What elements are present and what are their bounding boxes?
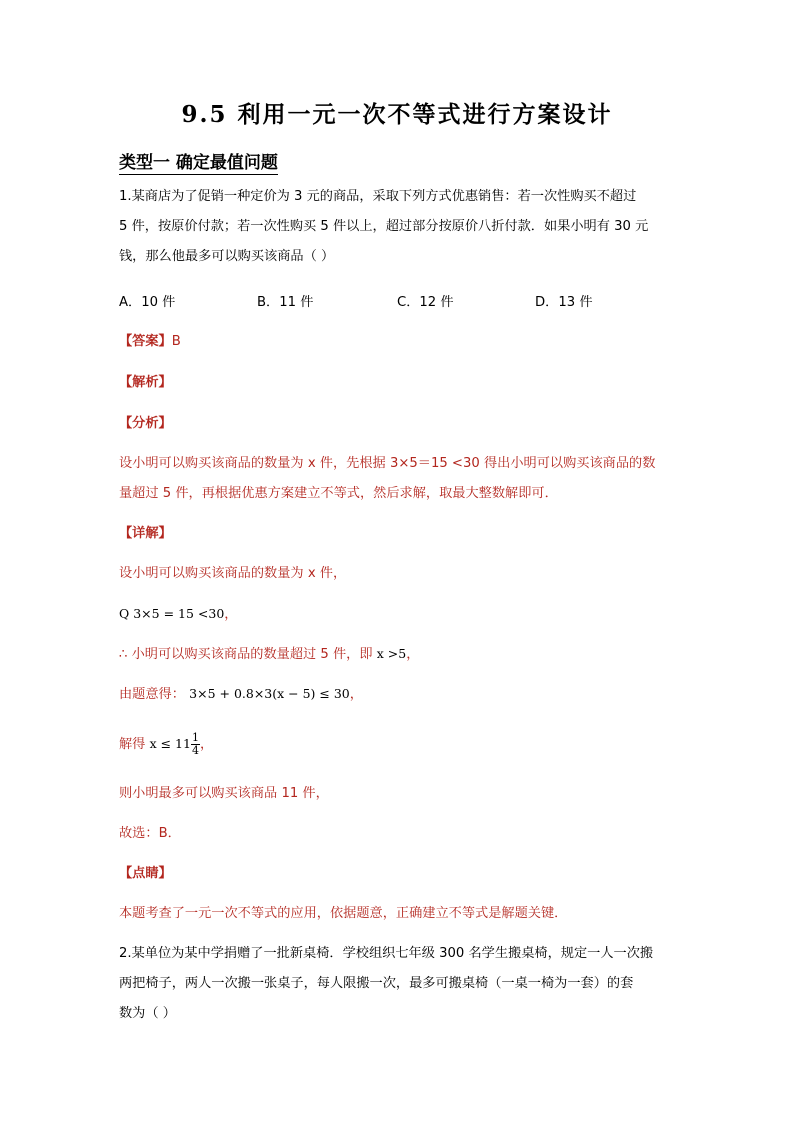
q1-option-b: B．11 件 (257, 295, 314, 310)
q1-option-a: A．10 件 (119, 295, 176, 310)
q2-text-line-1: 2.某单位为某中学捐赠了一批新桌椅．学校组织七年级 300 名学生搬桌椅，规定一人一次搬 (119, 946, 654, 961)
analysis-label: 【解析】 (119, 375, 172, 390)
q1-option-c: C．12 件 (397, 295, 454, 310)
fenxi-line-2: 量超过 5 件，再根据优惠方案建立不等式，然后求解，取最大整数解即可． (119, 486, 558, 501)
section-heading: 类型一 确定最值问题 (119, 148, 278, 175)
analysis-label-row (119, 368, 679, 398)
detail-math-3: x >5 (376, 646, 407, 661)
fenxi-label-row (119, 409, 679, 439)
comment-text: 本题考查了一元一次不等式的应用，依据题意，正确建立不等式是解题关键． (119, 906, 568, 921)
q1-option-d: D．13 件 (535, 295, 593, 310)
fraction: $\frac{1}{4}$ (191, 730, 199, 757)
detail-line-2: Q 3×5 = 15 <30， (119, 606, 238, 622)
answer-value: B (171, 334, 181, 349)
q1-text-line-3: 钱，那么他最多可以购买该商品（ ） (119, 249, 335, 264)
q1-answer (119, 327, 679, 357)
q2-text-line-3: 数为（ ） (119, 1006, 176, 1021)
detail-line-7: 故选：B． (119, 826, 181, 841)
detail-math-4: 3×5 + 0.8×3(x − 5) ≤ 30 (189, 686, 350, 701)
fenxi-line-1: 设小明可以购买该商品的数量为 x 件，先根据 3×5＝15 <30 得出小明可以购买该商品的数 (119, 456, 656, 471)
q1-text-line-1: 1.某商店为了促销一种定价为 3 元的商品，采取下列方式优惠销售：若一次性购买不超过 (119, 189, 637, 204)
detail-line-1: 设小明可以购买该商品的数量为 x 件， (119, 566, 347, 581)
detail-math-5: x ≤ 11 (149, 736, 191, 751)
comment-label: 【点睛】 (119, 866, 172, 881)
detail-label: 【详解】 (119, 526, 172, 541)
q2-text-line-2: 两把椅子，两人一次搬一张桌子，每人限搬一次，最多可搬桌椅（一桌一椅为一套）的套 (119, 976, 634, 991)
comment-label-row (119, 859, 679, 889)
q1-options (119, 288, 679, 318)
q1-text-line-2: 5 件，按原价付款；若一次性购买 5 件以上，超过部分按原价八折付款．如果小明有 30 元 (119, 219, 649, 234)
detail-line-3: ∴ 小明可以购买该商品的数量超过 5 件，即 x >5， (119, 646, 420, 662)
detail-line-5: 解得 x ≤ 11 $\frac{1}{4}$ ， (119, 730, 214, 757)
fenxi-label: 【分析】 (119, 416, 172, 431)
detail-line-6: 则小明最多可以购买该商品 11 件， (119, 786, 329, 801)
detail-line-4: 由题意得： 3×5 + 0.8×3(x − 5) ≤ 30， (119, 686, 363, 702)
detail-label-row (119, 519, 679, 549)
document-title: 9.5 利用一元一次不等式进行方案设计 (181, 101, 613, 128)
detail-math-2: Q 3×5 = 15 <30 (119, 606, 225, 621)
answer-label: 【答案】 (119, 334, 172, 349)
